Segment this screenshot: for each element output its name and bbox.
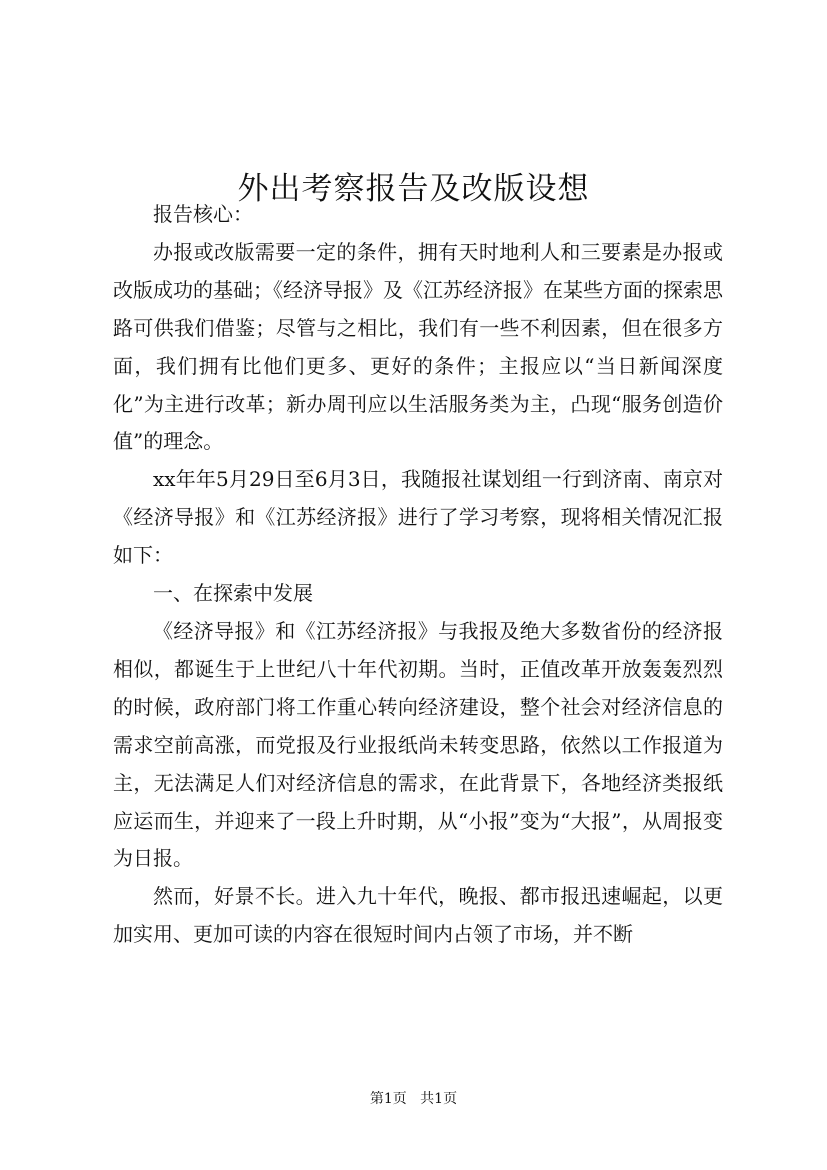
paragraph-intro: xx年年5月29日至6月3日，我随报社谋划组一行到济南、南京对《经济导报》和《江苏经济报》进行了学习考察，现将相关情况汇报如下：: [113, 467, 723, 568]
section-heading-1: 一、在探索中发展: [153, 581, 313, 606]
paragraph-summary: 办报或改版需要一定的条件，拥有天时地利人和三要素是办报或改版成功的基础；《经济导报》及《江苏经济报》在某些方面的探索思路可供我们借鉴；尽管与之相比，我们有一些不利因素，但在很多方面，我们拥有比他们更多、更好的条件；主报应以“当日新闻深度化”为主进行改革；新办周刊应以生活服务类为主，凸现“服务创造价值”的理念。: [113, 239, 723, 454]
document-title: 外出考察报告及改版设想: [237, 170, 590, 207]
footer-separator: [411, 1091, 415, 1107]
page-footer: [0, 1088, 827, 1110]
paragraph-history: 《经济导报》和《江苏经济报》与我报及绝大多数省份的经济报相似，都诞生于上世纪八十年代初期。当时，正值改革开放轰轰烈烈的时候，政府部门将工作重心转向经济建设，整个社会对经济信息的需求空前高涨，而党报及行业报纸尚未转变思路，依然以工作报道为主，无法满足人们对经济信息的需求，在此背景下，各地经济类报纸应运而生，并迎来了一段上升时期，从“小报”变为“大报”，从周报变为日报。: [113, 618, 723, 871]
document-body: [113, 196, 723, 954]
page-total: 共1页: [420, 1091, 458, 1107]
paragraph-summary-heading: 报告核心：: [153, 202, 253, 226]
page-number: 第1页: [369, 1091, 407, 1107]
paragraph-decline: 然而，好景不长。进入九十年代，晚报、都市报迅速崛起，以更加实用、更加可读的内容在很短时间内占领了市场，并不断: [113, 884, 723, 947]
